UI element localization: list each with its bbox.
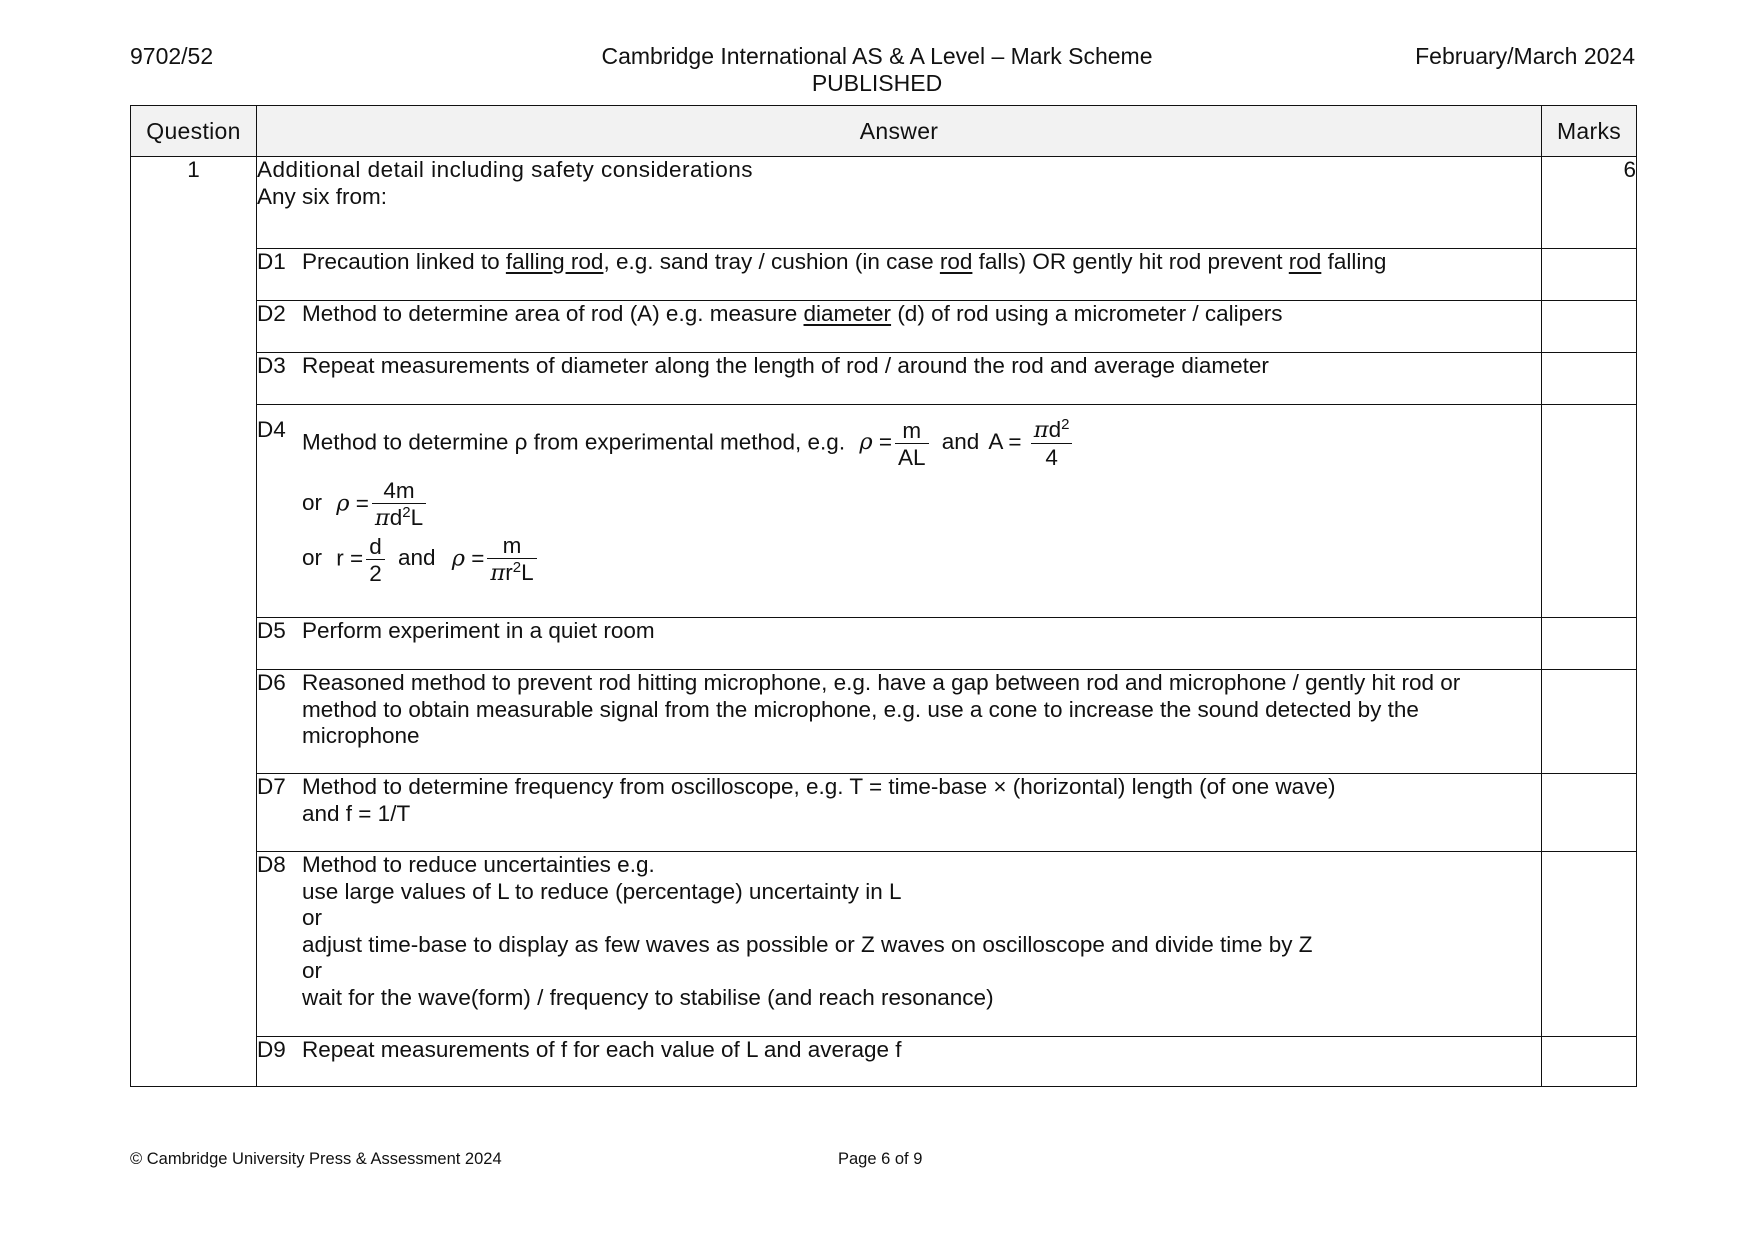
exam-session: February/March 2024 — [1415, 43, 1635, 69]
item-line: use large values of L to reduce (percentage) uncertainty in L — [302, 878, 902, 904]
item-text — [302, 852, 1541, 1011]
fraction: $\frac{4m}{\pi d^2L}$ — [372, 478, 426, 531]
document-title: Cambridge International AS & A Level – Mark Scheme — [601, 43, 1153, 69]
underlined-keyword: rod — [1288, 249, 1322, 274]
item-code: D2 — [257, 301, 286, 326]
item-code: D6 — [257, 670, 286, 695]
table-row — [131, 353, 1637, 405]
question-column-header: Question — [131, 106, 257, 157]
marks-cell — [1542, 852, 1637, 1037]
density-equation-alt-1: or ρ = $\frac{4m}{\pi d^2L}$ — [257, 478, 1541, 531]
fraction: $\frac{d}{2}$ — [366, 534, 385, 586]
table-row — [131, 249, 1637, 301]
marks-cell — [1542, 353, 1637, 405]
list-item — [257, 852, 1541, 1011]
answer-column-header: Answer — [257, 106, 1542, 157]
table-row — [131, 670, 1637, 774]
item-line: adjust time-base to display as few waves as possible or Z waves on oscilloscope and divide time by Z — [302, 931, 1313, 957]
item-code: D9 — [257, 1037, 286, 1062]
item-text: Repeat measurements of f for each value of L and average f — [302, 1037, 902, 1062]
published-label: PUBLISHED — [811, 70, 943, 96]
item-text: Perform experiment in a quiet room — [302, 618, 655, 643]
item-line: Method to determine frequency from oscilloscope, e.g. T = time-base × (horizontal) length (of one wave) — [302, 774, 1336, 799]
list-item — [257, 353, 1541, 380]
item-code: D3 — [257, 353, 286, 378]
paper-code: 9702/52 — [130, 43, 214, 69]
list-item — [257, 618, 1541, 645]
table-row — [131, 301, 1637, 353]
list-item — [257, 1037, 1541, 1064]
marks-cell — [1542, 618, 1637, 670]
item-line: or — [302, 905, 323, 930]
item-text: Method to determine area of rod (A) e.g. measure diameter (d) of rod using a micrometer / calipers — [302, 301, 1283, 326]
list-item — [257, 301, 1541, 328]
answer-intro-subtitle: Any six from: — [257, 183, 388, 209]
item-text: Reasoned method to prevent rod hitting microphone, e.g. have a gap between rod and microphone / gently hit rod or method to obtain measurable signal from the microphone, e.g. use a cone to increase the sound detected by the microphone — [302, 670, 1461, 748]
list-item — [257, 774, 1541, 827]
item-code: D8 — [257, 852, 286, 877]
marks-cell — [1542, 405, 1637, 618]
item-text — [302, 774, 1541, 827]
underlined-keyword: diameter — [803, 301, 892, 326]
item-line: and f = 1/T — [302, 800, 411, 826]
table-row — [131, 405, 1637, 618]
table-row — [131, 618, 1637, 670]
item-code: D7 — [257, 774, 286, 799]
marks-column-header: Marks — [1542, 106, 1637, 157]
density-equation-alt-2: or r = $\frac{d}{2}$ and ρ = $\frac{m}{\pi r^2L}$ — [257, 533, 1541, 586]
fraction: $\frac{\pi d^2}{4}$ — [1031, 417, 1073, 470]
marks-cell — [1542, 301, 1637, 353]
item-code: D1 — [257, 249, 286, 274]
list-item — [257, 417, 1541, 470]
marks-cell — [1542, 1037, 1637, 1087]
item-text: Precaution linked to falling rod, e.g. sand tray / cushion (in case rod falls) OR gently hit rod prevent rod falling — [302, 249, 1387, 274]
marks-cell — [1542, 774, 1637, 852]
item-code: D4 — [257, 417, 286, 442]
table-row — [131, 774, 1637, 852]
item-line: or — [302, 958, 323, 983]
item-code: D5 — [257, 618, 286, 643]
density-equation: ρ = $\frac{m}{AL}$ and A = $\frac{\pi d^2}{4}$ — [859, 429, 1075, 454]
table-row — [131, 157, 1637, 249]
list-item — [257, 670, 1541, 750]
marks-cell — [1542, 249, 1637, 301]
table-row — [131, 852, 1637, 1037]
item-line: wait for the wave(form) / frequency to stabilise (and reach resonance) — [302, 984, 994, 1010]
table-row — [131, 1037, 1637, 1087]
table-header-row — [131, 106, 1637, 157]
marks-cell — [1542, 670, 1637, 774]
item-text: Repeat measurements of diameter along the length of rod / around the rod and average diameter — [302, 353, 1269, 378]
underlined-keyword: falling rod — [505, 249, 604, 274]
fraction: $\frac{m}{AL}$ — [895, 418, 929, 470]
underlined-keyword: rod — [939, 249, 973, 274]
answer-intro — [257, 157, 1542, 249]
question-number: 1 — [131, 157, 257, 1087]
answer-intro-title: Additional detail including safety considerations — [257, 157, 754, 182]
item-text: Method to determine ρ from experimental method, e.g. — [302, 429, 846, 455]
marks-value: 6 — [1542, 157, 1637, 249]
item-line: Method to reduce uncertainties e.g. — [302, 852, 655, 877]
fraction: $\frac{m}{\pi r^2L}$ — [487, 533, 536, 586]
list-item — [257, 249, 1541, 276]
page-number: Page 6 of 9 — [838, 1150, 923, 1168]
mark-scheme-table — [130, 105, 1637, 1087]
copyright-notice: © Cambridge University Press & Assessment 2024 — [130, 1150, 502, 1168]
